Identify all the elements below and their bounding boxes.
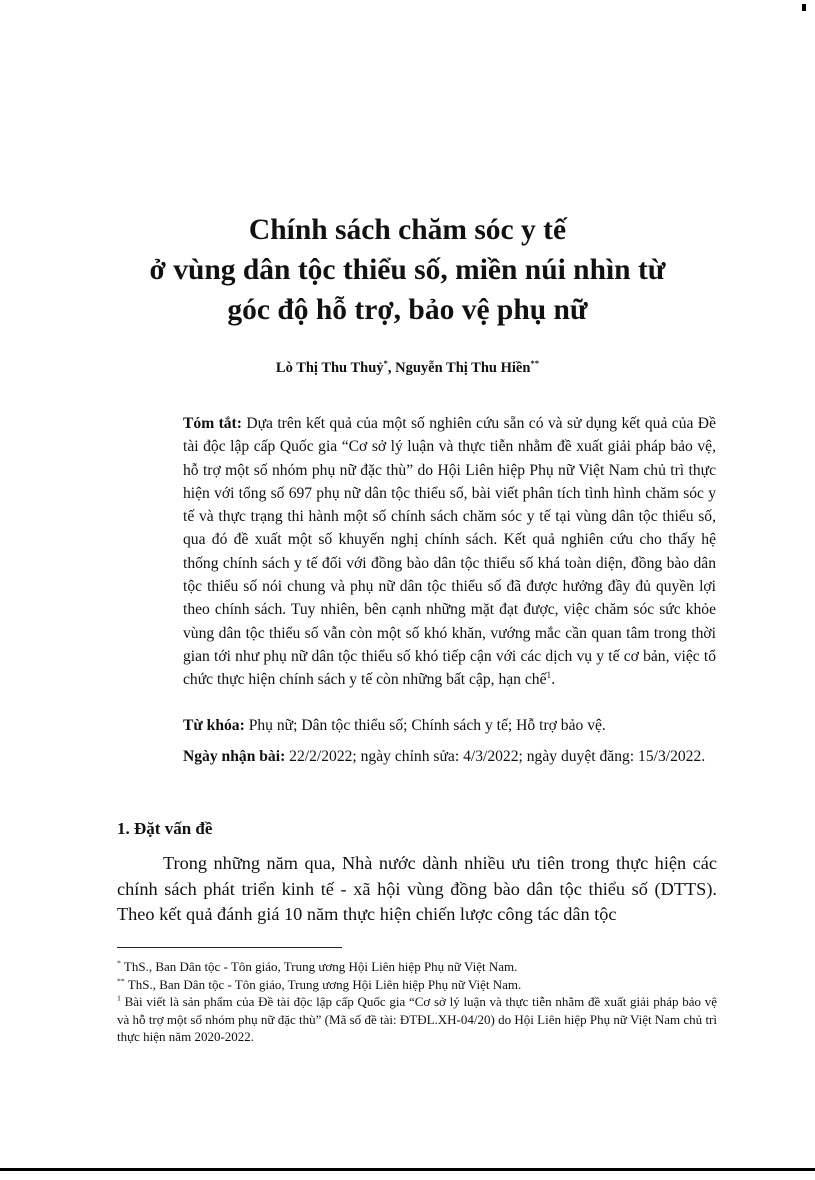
abstract-end: . bbox=[551, 671, 556, 689]
footnote-3-text: Bài viết là sản phẩm của Đề tài độc lập cấp Quốc gia “Cơ sở lý luận và thực tiễn nhằm đề xuất giải pháp bảo vệ và hỗ trợ một số nhóm phụ nữ đặc thù” (Mã số đề tài: ĐTĐL.XH-04/20) do Hội Liên hiệp Phụ nữ Việt Nam chủ trì thực hiện năm 2020-2022. bbox=[117, 994, 717, 1044]
footnote-2-mark: ** bbox=[117, 976, 125, 986]
dates-label: Ngày nhận bài: bbox=[183, 748, 286, 765]
abstract bbox=[183, 412, 716, 692]
dates-text: 22/2/2022; ngày chỉnh sửa: 4/3/2022; ngày duyệt đăng: 15/3/2022. bbox=[285, 748, 706, 765]
section-heading: 1. Đặt vấn đề bbox=[117, 819, 213, 838]
body-paragraph: Trong những năm qua, Nhà nước dành nhiều ưu tiên trong thực hiện các chính sách phát triển kinh tế - xã hội vùng đồng bào dân tộc thiểu số (DTTS). Theo kết quả đánh giá 10 năm thực hiện chiến lược công tác dân tộc bbox=[117, 853, 717, 924]
author-1-mark: * bbox=[383, 358, 388, 369]
footnote-1-text: ThS., Ban Dân tộc - Tôn giáo, Trung ương Hội Liên hiệp Phụ nữ Việt Nam. bbox=[120, 959, 518, 974]
author-1-name: Lò Thị Thu Thuỷ bbox=[275, 360, 384, 376]
abstract-text: Dựa trên kết quả của một số nghiên cứu sẵn có và sử dụng kết quả của Đề tài độc lập cấp Quốc gia “Cơ sở lý luận và thực tiễn nhằm đề xuất giải pháp bảo vệ, hỗ trợ một số nhóm phụ nữ đặc thù” do Hội Liên hiệp Phụ nữ Việt Nam chủ trì thực hiện với tổng số 697 phụ nữ dân tộc thiểu số, bài viết phân tích tình hình chăm sóc y tế và thực trạng thi hành một số chính sách chăm sóc y tế tại vùng dân tộc thiểu số, qua đó đề xuất một số khuyến nghị chính sách. Kết quả nghiên cứu cho thấy hệ thống chính sách y tế đối với đồng bào dân tộc thiểu số khá toàn diện, đồng bào dân tộc thiểu số nói chung và phụ nữ dân tộc thiểu số đã được hưởng đầy đủ quyền lợi theo chính sách. Tuy nhiên, bên cạnh những mặt đạt được, việc chăm sóc sức khỏe vùng dân tộc thiểu số vẫn còn một số khó khăn, vướng mắc cần quan tâm trong thời gian tới như phụ nữ dân tộc thiểu số khó tiếp cận với các dịch vụ y tế cơ bản, việc tổ chức thực hiện chính sách y tế còn những bất cập, hạn chế bbox=[183, 415, 716, 689]
keywords bbox=[183, 714, 716, 737]
abstract-footnote-mark: 1 bbox=[546, 671, 552, 682]
article-dates bbox=[183, 745, 716, 768]
author-separator: , bbox=[387, 360, 396, 376]
article-title bbox=[100, 210, 715, 330]
title-line-1: Chính sách chăm sóc y tế bbox=[248, 214, 567, 246]
author-2-mark: ** bbox=[530, 358, 540, 369]
title-line-2: ở vùng dân tộc thiểu số, miền núi nhìn từ bbox=[149, 254, 666, 286]
abstract-label: Tóm tắt: bbox=[183, 415, 242, 432]
author-2-name: Nguyễn Thị Thu Hiền bbox=[395, 360, 531, 376]
footnote-1-mark: * bbox=[117, 958, 121, 968]
footnote-divider bbox=[117, 947, 342, 948]
page-bottom-border bbox=[0, 1168, 815, 1171]
keywords-text: Phụ nữ; Dân tộc thiểu số; Chính sách y tế; Hỗ trợ bảo vệ. bbox=[244, 717, 606, 734]
page-corner-mark bbox=[802, 4, 806, 11]
footnote-3-mark: 1 bbox=[117, 993, 121, 1003]
title-line-3: góc độ hỗ trợ, bảo vệ phụ nữ bbox=[227, 294, 588, 326]
footnote-2 bbox=[117, 976, 717, 994]
footnote-2-text: ThS., Ban Dân tộc - Tôn giáo, Trung ương Hội Liên hiệp Phụ nữ Việt Nam. bbox=[124, 976, 522, 992]
footnote-3 bbox=[117, 993, 717, 1046]
footnotes bbox=[117, 958, 717, 1046]
keywords-label: Từ khóa: bbox=[183, 717, 245, 734]
author-line bbox=[100, 358, 715, 378]
footnote-1 bbox=[117, 958, 717, 976]
